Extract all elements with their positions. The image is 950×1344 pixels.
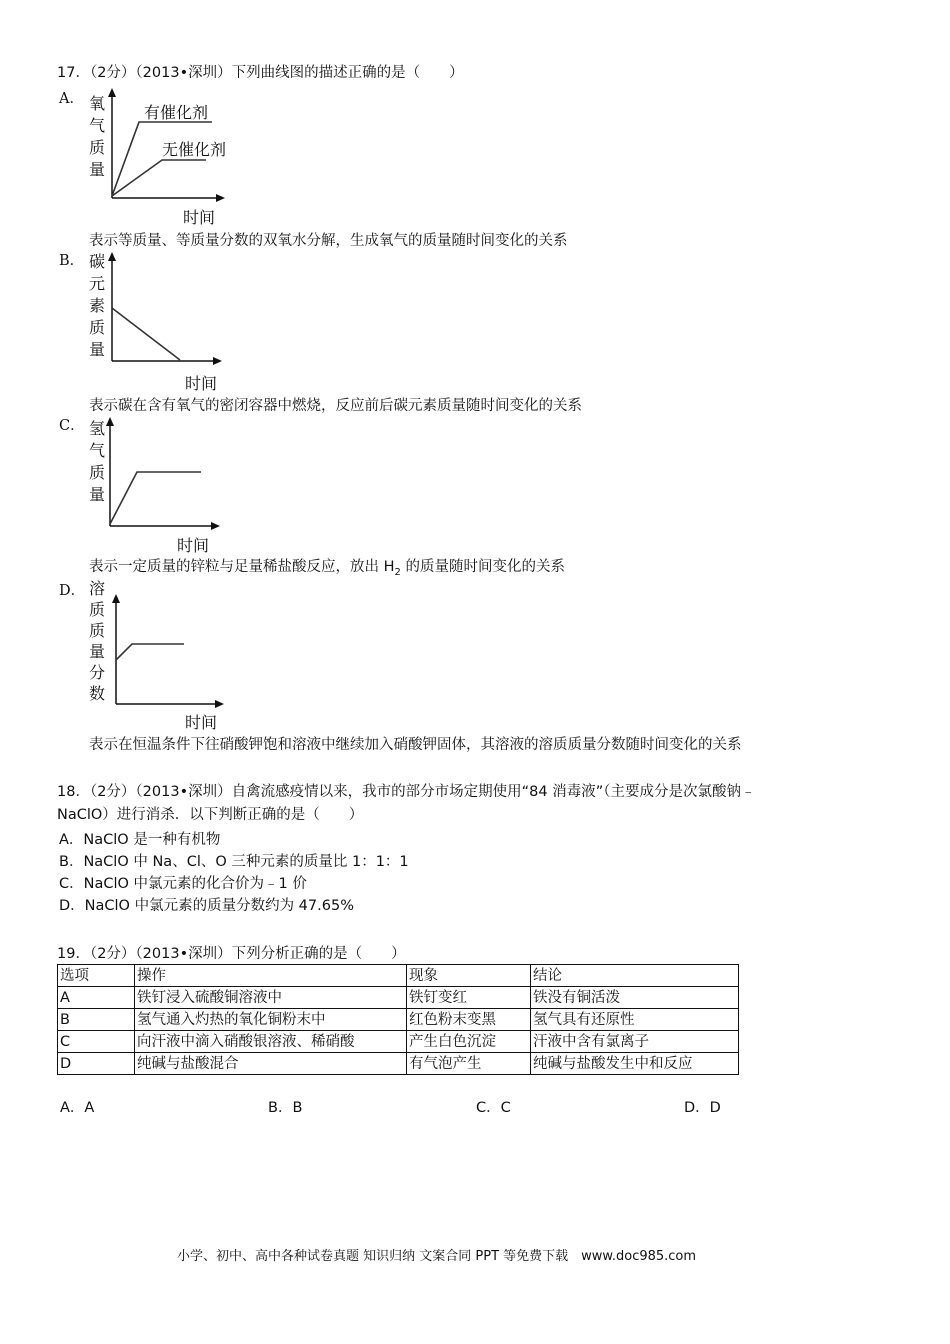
y-axis-arrow [106, 417, 114, 426]
table-cell: D [58, 1053, 135, 1075]
ylabel-char: 质 [89, 138, 106, 157]
q19-stem: 19．（2分）（2013•深圳）下列分析正确的是（ ） [57, 946, 406, 962]
table-cell: 向汗液中滴入硝酸银溶液、稀硝酸 [135, 1031, 407, 1053]
q17-option-b-letter: B． [59, 253, 85, 269]
table-cell: C [58, 1031, 135, 1053]
q19-table [57, 964, 739, 1075]
x-axis-arrow [216, 194, 225, 202]
table-cell: 产生白色沉淀 [407, 1031, 531, 1053]
table-cell: 汗液中含有氯离子 [531, 1031, 739, 1053]
table-row [58, 1009, 739, 1031]
curve-carbon [112, 308, 180, 360]
q17-option-a-letter: A． [59, 91, 84, 107]
table-row [58, 1031, 739, 1053]
y-axis-arrow [108, 88, 116, 97]
table-cell: 氢气通入灼热的氧化铜粉末中 [135, 1009, 407, 1031]
q18-option-d: D．NaClO 中氯元素的质量分数约为 47.65% [59, 898, 354, 914]
q18-stem-line2: NaClO）进行消杀．以下判断正确的是（ ） [57, 807, 364, 823]
caption-c-text: 表示一定质量的锌粒与足量稀盐酸反应，放出 H [89, 559, 395, 575]
q19-choice-a: A．A [60, 1100, 95, 1116]
table-cell: 纯碱与盐酸混合 [135, 1053, 407, 1075]
ylabel-char: 数 [89, 684, 106, 703]
q19-choice-d: D．D [684, 1100, 721, 1116]
curve-solute-fraction [116, 644, 184, 660]
q17-option-c-letter: C． [59, 418, 85, 434]
ylabel-char: 量 [89, 642, 106, 661]
q17-graph-b [84, 248, 254, 394]
table-cell: 红色粉末变黑 [407, 1009, 531, 1031]
q17-caption-d: 表示在恒温条件下往硝酸钾饱和溶液中继续加入硝酸钾固体，其溶液的溶质质量分数随时间变化的关系 [89, 737, 742, 753]
ylabel-char: 量 [89, 160, 106, 179]
y-axis-arrow [112, 594, 120, 603]
q17-caption-a: 表示等质量、等质量分数的双氧水分解，生成氧气的质量随时间变化的关系 [89, 233, 568, 249]
table-header-cell: 选项 [58, 965, 135, 987]
table-header-row [58, 965, 739, 987]
q18-stem-line1: 18．（2分）（2013•深圳）自禽流感疫情以来，我市的部分市场定期使用“84 消毒液”（主要成分是次氯酸钠﹣ [57, 784, 756, 800]
table-cell: 氢气具有还原性 [531, 1009, 739, 1031]
curve-label-catalyst: 有催化剂 [144, 103, 209, 122]
table-cell: 有气泡产生 [407, 1053, 531, 1075]
q19-choice-b: B．B [268, 1100, 303, 1116]
q18-option-b: B．NaClO 中 Na、Cl、O 三种元素的质量比 1：1：1 [59, 854, 409, 870]
ylabel-char: 溶 [89, 579, 106, 598]
xlabel: 时间 [185, 713, 218, 732]
table-header-cell: 现象 [407, 965, 531, 987]
ylabel-char: 氢 [89, 419, 106, 438]
xlabel: 时间 [185, 374, 218, 393]
ylabel-char: 气 [89, 116, 106, 135]
table-cell: 纯碱与盐酸发生中和反应 [531, 1053, 739, 1075]
curve-hydrogen [110, 472, 201, 524]
ylabel-char: 氧 [89, 94, 106, 113]
table-row [58, 987, 739, 1009]
table-cell: 铁钉变红 [407, 987, 531, 1009]
q17-graph-c [84, 413, 254, 555]
ylabel-char: 气 [89, 441, 106, 460]
x-axis-arrow [213, 357, 222, 365]
ylabel-char: 质 [89, 318, 106, 337]
ylabel-char: 分 [89, 663, 106, 682]
caption-c-text-end: 的质量随时间变化的关系 [400, 559, 565, 575]
table-header-cell: 操作 [135, 965, 407, 987]
ylabel-char: 质 [89, 463, 106, 482]
q17-option-d-letter: D． [59, 583, 86, 599]
q17-graph-d [84, 574, 254, 734]
ylabel-char: 量 [89, 485, 106, 504]
ylabel-char: 素 [89, 296, 106, 315]
q17-graph-a [84, 86, 254, 228]
x-axis-arrow [211, 522, 220, 530]
page-footer: 小学、初中、高中各种试卷真题 知识归纳 文案合同 PPT 等免费下载 www.doc985.com [177, 1249, 697, 1264]
xlabel: 时间 [183, 208, 216, 227]
curve-label-no-catalyst: 无催化剂 [162, 140, 227, 159]
q19-choice-c: C．C [476, 1100, 511, 1116]
table-row [58, 1053, 739, 1075]
q17-stem: 17．（2分）（2013•深圳）下列曲线图的描述正确的是（ ） [57, 65, 464, 81]
ylabel-char: 质 [89, 600, 106, 619]
curve-no-catalyst [112, 160, 206, 196]
table-cell: A [58, 987, 135, 1009]
table-cell: 铁钉浸入硫酸铜溶液中 [135, 987, 407, 1009]
q18-option-a: A．NaClO 是一种有机物 [59, 832, 221, 848]
table-header-cell: 结论 [531, 965, 739, 987]
xlabel: 时间 [177, 536, 210, 555]
y-axis-arrow [108, 252, 116, 261]
q18-option-c: C．NaClO 中氯元素的化合价为﹣1 价 [59, 876, 307, 892]
table-cell: 铁没有铜活泼 [531, 987, 739, 1009]
table-cell: B [58, 1009, 135, 1031]
ylabel-char: 元 [89, 274, 106, 293]
ylabel-char: 质 [89, 621, 106, 640]
q17-caption-b: 表示碳在含有氧气的密闭容器中燃烧，反应前后碳元素质量随时间变化的关系 [89, 398, 582, 414]
ylabel-char: 碳 [89, 252, 106, 271]
caption-c-subscript: 2 [394, 566, 401, 578]
ylabel-char: 量 [89, 340, 106, 359]
x-axis-arrow [215, 700, 224, 708]
